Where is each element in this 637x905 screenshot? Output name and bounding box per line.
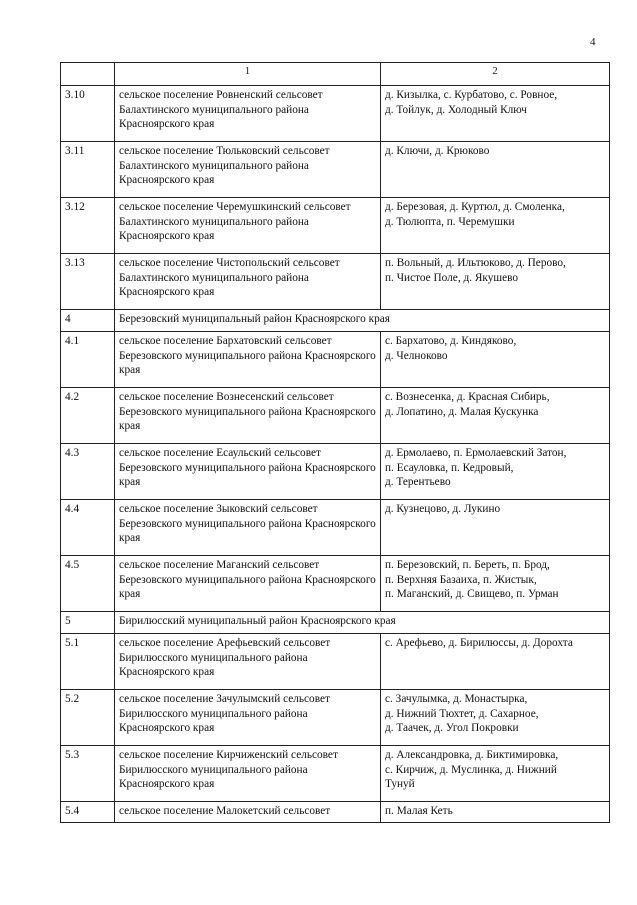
- row-number: 3.10: [61, 86, 115, 142]
- table-row: [61, 254, 610, 310]
- table-row: [61, 690, 610, 746]
- settlement-places: с. Бархатово, д. Киндяково, д. Челноково: [381, 332, 610, 388]
- settlement-name: сельское поселение Есаульский сельсовет Березовского муниципального района Красноярского края: [115, 444, 381, 500]
- table-row: [61, 556, 610, 612]
- section-number: 5: [61, 612, 115, 634]
- settlement-name: сельское поселение Зыковский сельсовет Березовского муниципального района Красноярского края: [115, 500, 381, 556]
- section-title: Бирилюсский муниципальный район Красноярского края: [115, 612, 610, 634]
- section-number: 4: [61, 310, 115, 332]
- table-row: [61, 444, 610, 500]
- row-number: 4.5: [61, 556, 115, 612]
- table-row: [61, 500, 610, 556]
- table-row: [61, 142, 610, 198]
- settlement-places: д. Березовая, д. Куртюл, д. Смоленка, д. Тюлюпта, п. Черемушки: [381, 198, 610, 254]
- settlement-name: сельское поселение Маганский сельсовет Березовского муниципального района Красноярского края: [115, 556, 381, 612]
- settlement-places: д. Александровка, д. Биктимировка, с. Кирчиж, д. Муслинка, д. Нижний Тунуй: [381, 746, 610, 802]
- settlement-name: сельское поселение Вознесенский сельсовет Березовского муниципального района Красноярского края: [115, 388, 381, 444]
- row-number: 4.2: [61, 388, 115, 444]
- table-row: [61, 802, 610, 823]
- header-cell-2: 2: [381, 63, 610, 86]
- settlement-name: сельское поселение Тюльковский сельсовет Балахтинского муниципального района Красноярского края: [115, 142, 381, 198]
- table-row: [61, 388, 610, 444]
- settlement-places: п. Березовский, п. Береть, п. Брод, п. Верхняя Базаиха, п. Жистык, п. Маганский, д. Свищево, п. Урман: [381, 556, 610, 612]
- table-row: [61, 332, 610, 388]
- section-title: Березовский муниципальный район Красноярского края: [115, 310, 610, 332]
- settlement-name: сельское поселение Малокетский сельсовет: [115, 802, 381, 823]
- row-number: 5.1: [61, 634, 115, 690]
- settlement-name: сельское поселение Чистопольский сельсовет Балахтинского муниципального района Красноярского края: [115, 254, 381, 310]
- settlement-places: д. Ключи, д. Крюково: [381, 142, 610, 198]
- table-header-row: [61, 63, 610, 86]
- table-row: [61, 746, 610, 802]
- row-number: 5.2: [61, 690, 115, 746]
- settlement-places: д. Кизылка, с. Курбатово, с. Ровное, д. Тойлук, д. Холодный Ключ: [381, 86, 610, 142]
- row-number: 5.3: [61, 746, 115, 802]
- settlement-name: сельское поселение Арефьевский сельсовет Бирилюсского муниципального района Красноярского края: [115, 634, 381, 690]
- section-row: [61, 612, 610, 634]
- row-number: 3.13: [61, 254, 115, 310]
- settlement-name: сельское поселение Черемушкинский сельсовет Балахтинского муниципального района Красноярского края: [115, 198, 381, 254]
- settlement-name: сельское поселение Бархатовский сельсовет Березовского муниципального района Красноярского края: [115, 332, 381, 388]
- row-number: 3.12: [61, 198, 115, 254]
- row-number: 5.4: [61, 802, 115, 823]
- settlement-places: д. Ермолаево, п. Ермолаевский Затон, п. Есауловка, п. Кедровый, д. Терентьево: [381, 444, 610, 500]
- page-number: 4: [590, 36, 596, 48]
- table-row: [61, 634, 610, 690]
- settlement-places: д. Кузнецово, д. Лукино: [381, 500, 610, 556]
- settlement-name: сельское поселение Кирчиженский сельсовет Бирилюсского муниципального района Красноярского края: [115, 746, 381, 802]
- table-row: [61, 86, 610, 142]
- row-number: 4.3: [61, 444, 115, 500]
- settlement-places: с. Арефьево, д. Бирилюссы, д. Дорохта: [381, 634, 610, 690]
- row-number: 3.11: [61, 142, 115, 198]
- row-number: 4.1: [61, 332, 115, 388]
- settlements-table: [60, 62, 610, 823]
- section-row: [61, 310, 610, 332]
- table-row: [61, 198, 610, 254]
- settlement-name: сельское поселение Зачулымский сельсовет Бирилюсского муниципального района Красноярского края: [115, 690, 381, 746]
- row-number: 4.4: [61, 500, 115, 556]
- settlement-places: п. Вольный, д. Ильтюково, д. Перово, п. Чистое Поле, д. Якушево: [381, 254, 610, 310]
- settlement-places: с. Зачулымка, д. Монастырка, д. Нижний Тюхтет, д. Сахарное, д. Таачек, д. Угол Покровки: [381, 690, 610, 746]
- header-cell-number: [61, 63, 115, 86]
- settlement-places: п. Малая Кеть: [381, 802, 610, 823]
- header-cell-1: 1: [115, 63, 381, 86]
- settlement-name: сельское поселение Ровненский сельсовет Балахтинского муниципального района Красноярского края: [115, 86, 381, 142]
- settlement-places: с. Вознесенка, д. Красная Сибирь, д. Лопатино, д. Малая Кускунка: [381, 388, 610, 444]
